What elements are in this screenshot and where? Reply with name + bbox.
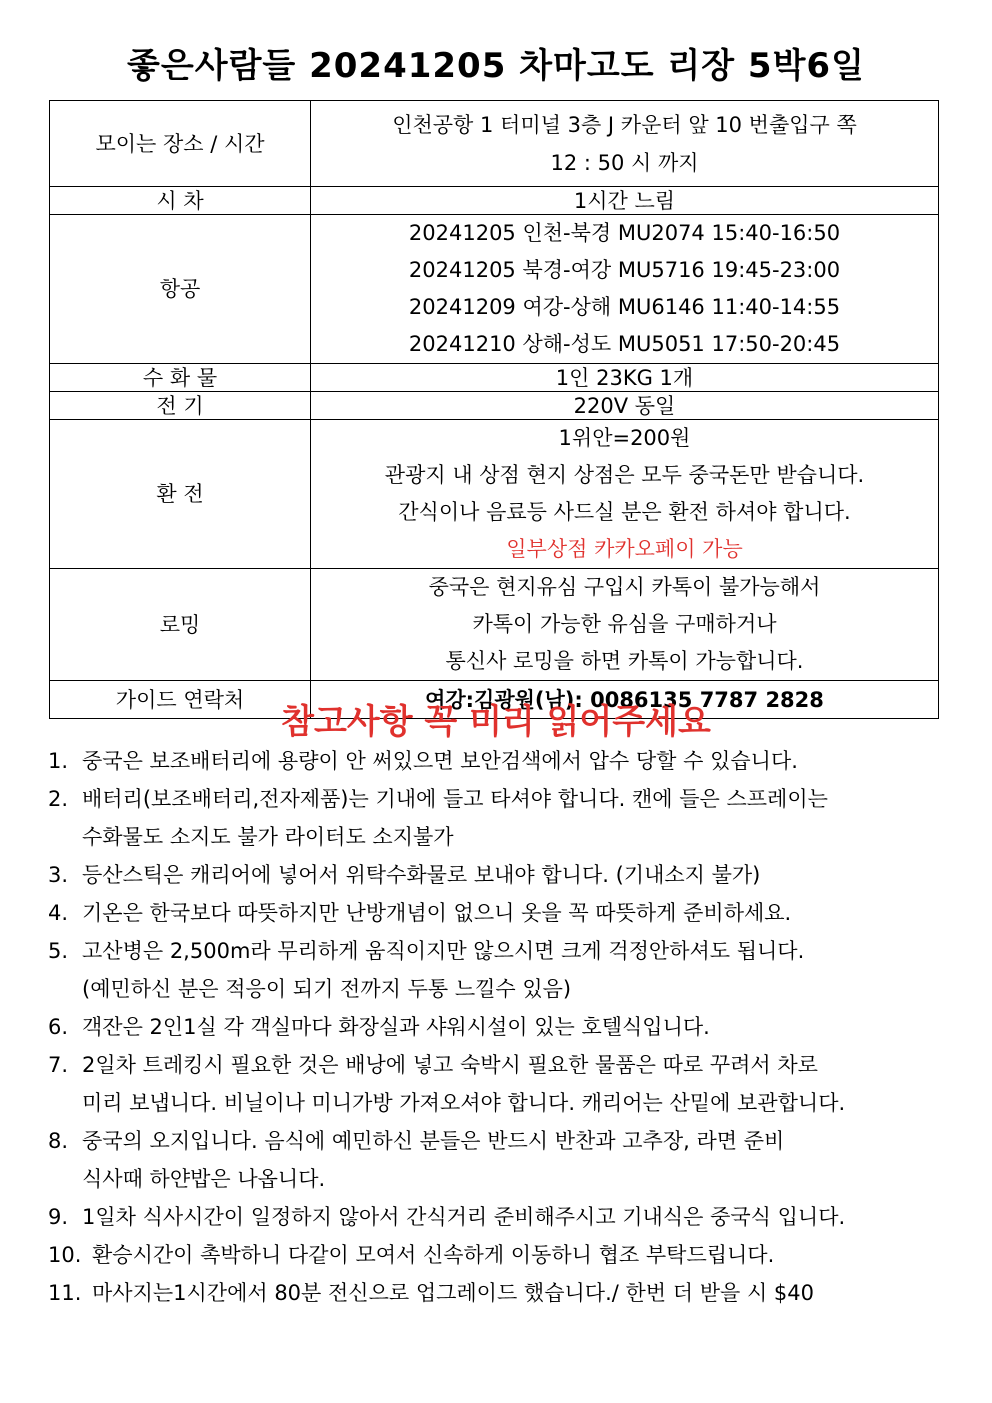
- exchange-rate: 1위안=200원: [558, 426, 691, 450]
- note-item: [48, 1046, 948, 1122]
- baggage-label: 수 화 물: [50, 364, 311, 392]
- note-item: [48, 932, 948, 1008]
- note-number: 8.: [48, 1129, 69, 1153]
- note-item: [48, 1236, 948, 1274]
- flight-line: 20241210 상해-성도 MU5051 17:50-20:45: [408, 332, 841, 356]
- flights-label: 항공: [50, 215, 311, 364]
- guide-label: 가이드 연락처: [50, 681, 311, 719]
- time-diff-label: 시 차: [50, 187, 311, 215]
- note-item: [48, 856, 948, 894]
- table-row-roaming: [50, 569, 939, 681]
- note-item: [48, 742, 948, 780]
- table-row-meeting: [50, 101, 939, 187]
- note-text: 환승시간이 촉박하니 다같이 모여서 신속하게 이동하니 협조 부탁드립니다.: [92, 1243, 775, 1267]
- notice-title: 참고사항 꼭 미리 읽어주세요: [281, 702, 711, 742]
- note-number: 3.: [48, 863, 69, 887]
- exchange-label: 환 전: [50, 420, 311, 569]
- roaming-line: 통신사 로밍을 하면 카톡이 가능합니다.: [445, 649, 804, 673]
- note-item: [48, 1008, 948, 1046]
- exchange-line: 간식이나 음료등 사드실 분은 환전 하셔야 합니다.: [398, 500, 851, 524]
- roaming-line: 카톡이 가능한 유심을 구매하거나: [472, 612, 777, 636]
- note-item: [48, 780, 948, 856]
- notes-list: [48, 742, 948, 1312]
- baggage-value: 1인 23KG 1개: [311, 364, 939, 392]
- note-item: [48, 1274, 948, 1312]
- note-number: 1.: [48, 749, 69, 773]
- note-text: 미리 보냅니다. 비닐이나 미니가방 가져오셔야 합니다. 캐리어는 산밑에 보관합니다.: [82, 1091, 846, 1115]
- note-number: 9.: [48, 1205, 69, 1229]
- note-text: 등산스틱은 캐리어에 넣어서 위탁수화물로 보내야 합니다. (기내소지 불가): [82, 863, 761, 887]
- exchange-line: 관광지 내 상점 현지 상점은 모두 중국돈만 받습니다.: [384, 463, 865, 487]
- power-label: 전 기: [50, 392, 311, 420]
- note-number: 4.: [48, 901, 69, 925]
- page-title: 좋은사람들 20241205 차마고도 리장 5박6일: [127, 46, 865, 86]
- note-text: 객잔은 2인1실 각 객실마다 화장실과 샤워시설이 있는 호텔식입니다.: [82, 1015, 710, 1039]
- note-text: 배터리(보조배터리,전자제품)는 기내에 들고 타셔야 합니다. 캔에 들은 스프레이는: [82, 787, 828, 811]
- note-text: 수화물도 소지도 불가 라이터도 소지불가: [82, 825, 454, 849]
- flight-line: 20241209 여강-상해 MU6146 11:40-14:55: [408, 295, 841, 319]
- trip-info-table: [49, 100, 939, 719]
- guide-contact: 여강:김광원(남): 0086135 7787 2828: [311, 681, 939, 719]
- exchange-value: [311, 420, 939, 569]
- note-text: 식사때 하얀밥은 나옵니다.: [82, 1167, 326, 1191]
- roaming-value: [311, 569, 939, 681]
- flights-value: [311, 215, 939, 364]
- table-row-power: [50, 392, 939, 420]
- meeting-place: 인천공항 1 터미널 3층 J 카운터 앞 10 번출입구 쪽: [392, 112, 857, 137]
- roaming-line: 중국은 현지유심 구입시 카톡이 불가능해서: [428, 575, 821, 599]
- flight-line: 20241205 북경-여강 MU5716 19:45-23:00: [408, 258, 841, 282]
- power-value: 220V 동일: [311, 392, 939, 420]
- note-item: [48, 1198, 948, 1236]
- kakaopay-notice: 일부상점 카카오페이 가능: [506, 537, 743, 561]
- note-number: 11.: [48, 1281, 82, 1305]
- table-row-baggage: [50, 364, 939, 392]
- note-number: 6.: [48, 1015, 69, 1039]
- note-text: 마사지는1시간에서 80분 전신으로 업그레이드 했습니다./ 한번 더 받을 시 $40: [92, 1281, 814, 1305]
- roaming-label: 로밍: [50, 569, 311, 681]
- meeting-time: 12 : 50 시 까지: [550, 150, 699, 175]
- note-number: 2.: [48, 787, 69, 811]
- table-row-exchange: [50, 420, 939, 569]
- note-item: [48, 894, 948, 932]
- note-number: 5.: [48, 939, 69, 963]
- flight-line: 20241205 인천-북경 MU2074 15:40-16:50: [408, 221, 841, 245]
- table-row-time-diff: [50, 187, 939, 215]
- meeting-label: 모이는 장소 / 시간: [50, 101, 311, 187]
- note-number: 7.: [48, 1053, 69, 1077]
- table-row-flights: [50, 215, 939, 364]
- note-text: 1일차 식사시간이 일정하지 않아서 간식거리 준비해주시고 기내식은 중국식 입니다.: [82, 1205, 846, 1229]
- note-text: 중국은 보조배터리에 용량이 안 써있으면 보안검색에서 압수 당할 수 있습니다.: [82, 749, 798, 773]
- note-text: 고산병은 2,500m라 무리하게 움직이지만 않으시면 크게 걱정안하셔도 됩니다.: [82, 939, 805, 963]
- note-text: 기온은 한국보다 따뜻하지만 난방개념이 없으니 옷을 꼭 따뜻하게 준비하세요.: [82, 901, 792, 925]
- meeting-value: [311, 101, 939, 187]
- note-number: 10.: [48, 1243, 82, 1267]
- note-text: 중국의 오지입니다. 음식에 예민하신 분들은 반드시 반찬과 고추장, 라면 준비: [82, 1129, 785, 1153]
- time-diff-value: 1시간 느림: [311, 187, 939, 215]
- note-text: 2일차 트레킹시 필요한 것은 배낭에 넣고 숙박시 필요한 물품은 따로 꾸려서 차로: [82, 1053, 818, 1077]
- note-text: (예민하신 분은 적응이 되기 전까지 두통 느낄수 있음): [82, 977, 572, 1001]
- note-item: [48, 1122, 948, 1198]
